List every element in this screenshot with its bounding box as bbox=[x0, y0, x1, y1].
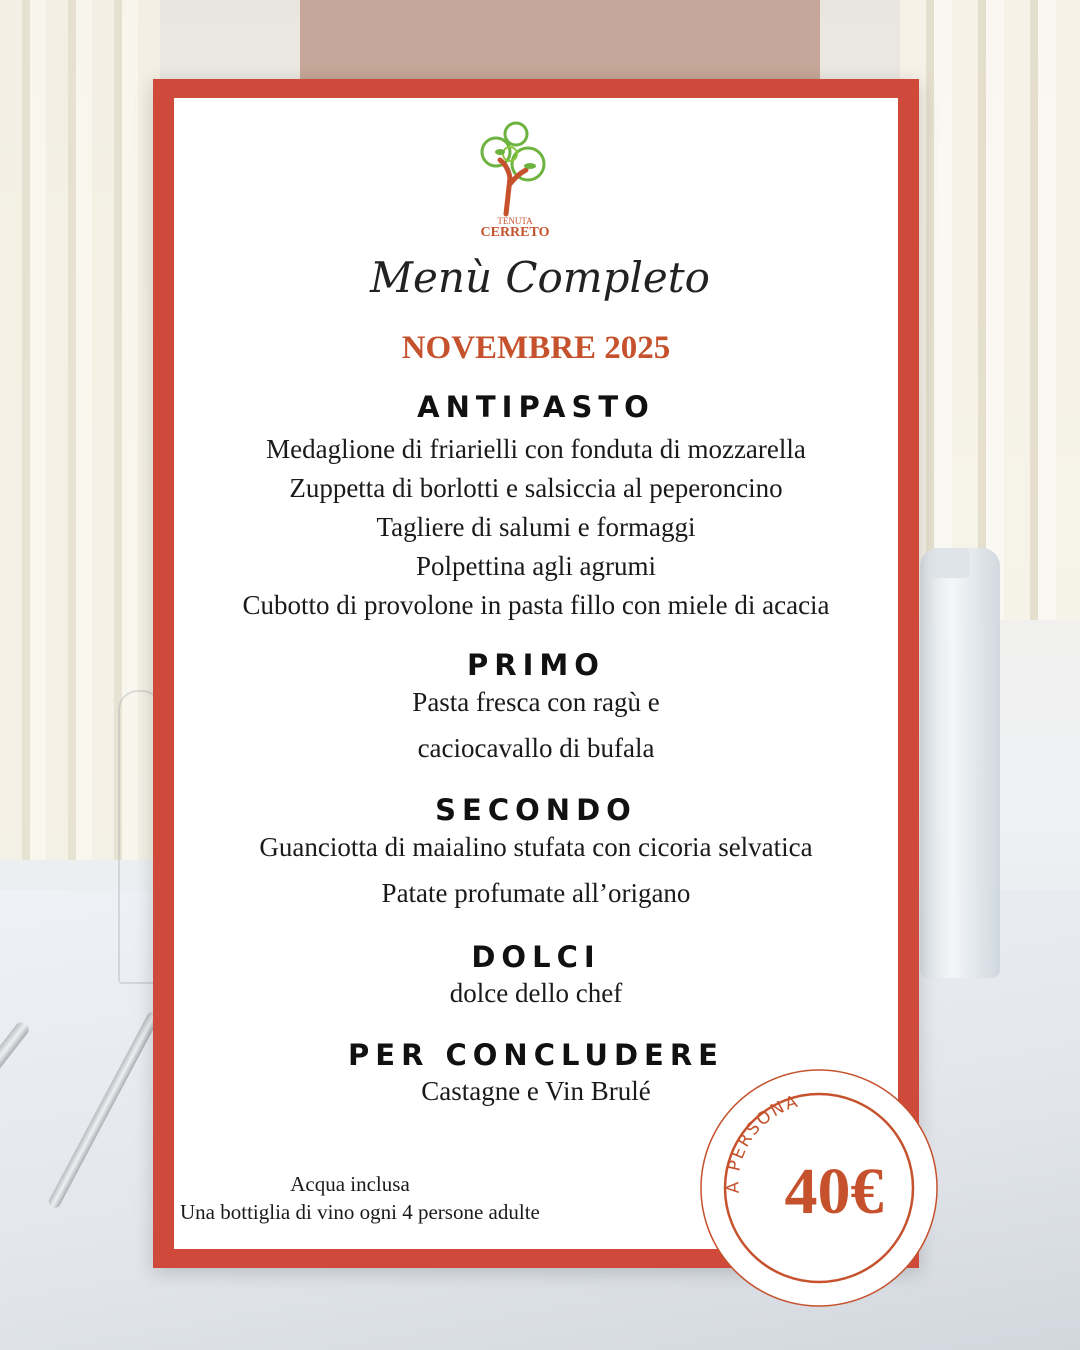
svg-text:TENUTA: TENUTA bbox=[497, 216, 533, 226]
section-heading-dolci: DOLCI bbox=[471, 940, 601, 974]
section-heading-secondo: SECONDO bbox=[435, 793, 637, 827]
bottle-cap bbox=[930, 548, 970, 578]
menu-item: Medaglione di friarielli con fonduta di mozzarella bbox=[266, 434, 806, 464]
menu-title bbox=[340, 242, 740, 312]
curtain-right bbox=[900, 0, 1080, 620]
svg-text:Menù Completo: Menù Completo bbox=[370, 253, 710, 302]
section-heading-antipasto: ANTIPASTO bbox=[417, 390, 655, 424]
section-heading-primo: PRIMO bbox=[467, 648, 605, 682]
menu-item: Polpettina agli agrumi bbox=[416, 551, 656, 581]
note-water-included: Acqua inclusa bbox=[290, 1172, 410, 1196]
svg-text:CERRETO: CERRETO bbox=[480, 225, 550, 238]
menu-item: Pasta fresca con ragù e bbox=[412, 687, 660, 717]
menu-item: Zuppetta di borlotti e salsiccia al peperoncino bbox=[289, 473, 783, 503]
price-value: 40€ bbox=[784, 1155, 884, 1228]
tenuta-cerreto-logo bbox=[470, 118, 560, 238]
menu-item: Patate profumate all’origano bbox=[381, 878, 691, 908]
price-badge bbox=[694, 1063, 944, 1313]
water-bottle bbox=[920, 548, 1000, 978]
menu-item: Guanciotta di maialino stufata con cicoria selvatica bbox=[259, 832, 813, 862]
menu-item: caciocavallo di bufala bbox=[417, 733, 655, 763]
menu-item: dolce dello chef bbox=[449, 978, 623, 1008]
menu-month: NOVEMBRE 2025 bbox=[401, 330, 671, 366]
menu-item: Castagne e Vin Brulé bbox=[421, 1076, 651, 1106]
menu-item: Tagliere di salumi e formaggi bbox=[376, 512, 696, 542]
price-label: A PERSONA bbox=[723, 1091, 802, 1194]
brick-wall bbox=[300, 0, 820, 80]
menu-item: Cubotto di provolone in pasta fillo con miele di acacia bbox=[242, 590, 830, 620]
note-wine-bottle: Una bottiglia di vino ogni 4 persone adulte bbox=[180, 1200, 540, 1224]
section-heading-per-concludere: PER CONCLUDERE bbox=[348, 1038, 724, 1072]
